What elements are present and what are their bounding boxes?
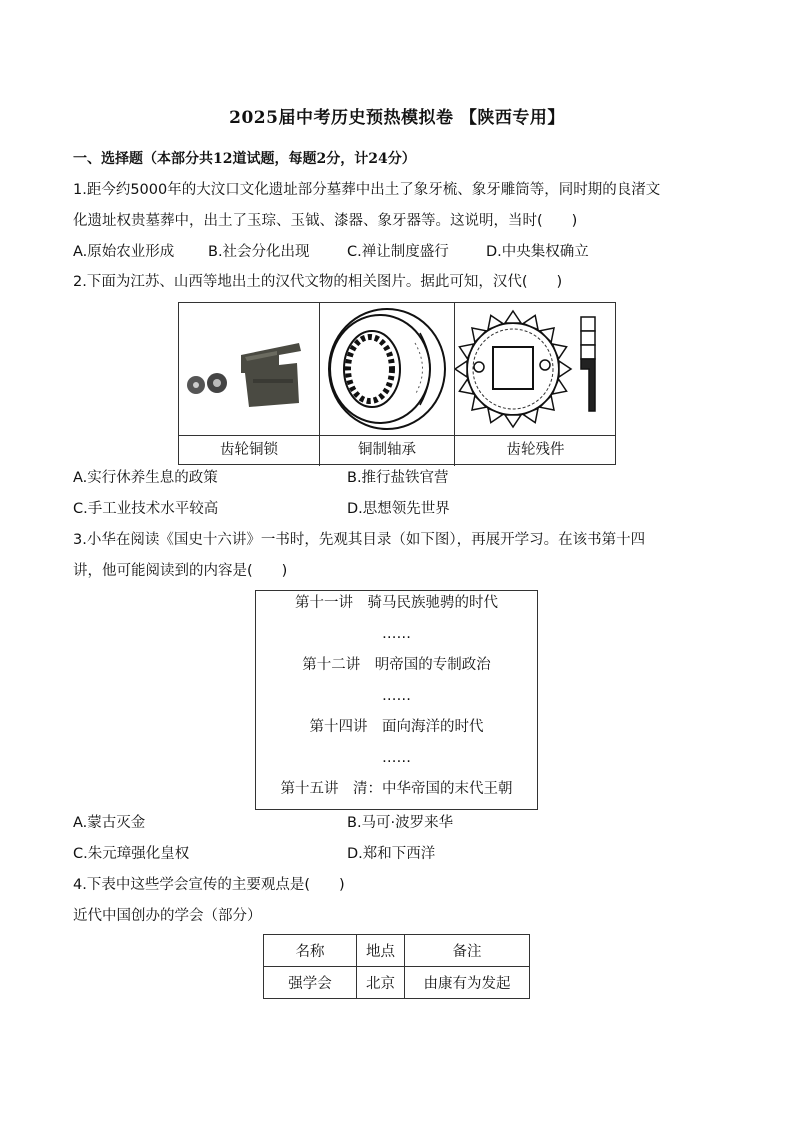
q3-option-b: B.马可·波罗来华	[347, 815, 454, 831]
q1-option-b: B.社会分化出现	[208, 244, 310, 260]
artifact-image-table	[178, 302, 616, 465]
cell-note: 由康有为发起	[405, 967, 530, 999]
book-contents-box	[255, 590, 538, 810]
caption-gear-fragment: 齿轮残件	[506, 442, 565, 458]
gear-lock-image	[179, 303, 320, 435]
toc-lecture-14: 第十四讲 面向海洋的时代	[309, 719, 484, 735]
q1-option-d: D.中央集权确立	[486, 244, 589, 260]
toc-lecture-12: 第十二讲 明帝国的专制政治	[302, 657, 491, 673]
artifact-caption-row	[179, 435, 615, 465]
q2-option-a: A.实行休养生息的政策	[73, 470, 218, 486]
toc-lecture-11: 第十一讲 骑马民族驰骋的时代	[295, 595, 498, 611]
q4-stem-line1: 4.下表中这些学会宣传的主要观点是( )	[73, 877, 345, 893]
q1-stem-line2: 化遗址权贵墓葬中，出土了玉琮、玉钺、漆器、象牙器等。这说明，当时( )	[73, 213, 578, 229]
q1-option-a: A.原始农业形成	[73, 244, 175, 260]
cell-location: 北京	[357, 967, 405, 999]
q3-option-d: D.郑和下西洋	[347, 846, 436, 862]
bronze-bearing-image	[320, 303, 455, 435]
page-title: 2025届中考历史预热模拟卷 【陕西专用】	[229, 108, 565, 128]
header-note: 备注	[405, 935, 530, 967]
q1-option-c: C.禅让制度盛行	[347, 244, 449, 260]
gear-fragment-image	[455, 303, 616, 435]
header-name: 名称	[264, 935, 357, 967]
section-heading: 一、选择题（本部分共12道试题，每题2分，计24分）	[73, 151, 416, 167]
table-row	[264, 967, 530, 999]
q3-stem-line1: 3.小华在阅读《国史十六讲》一书时，先观其目录（如下图），再展开学习。在该书第十四	[73, 532, 646, 548]
table-header-row	[264, 935, 530, 967]
q1-stem-line1: 1.距今约5000年的大汶口文化遗址部分墓葬中出土了象牙梳、象牙雕筒等，同时期的良渚文	[73, 182, 661, 198]
q2-option-d: D.思想领先世界	[347, 501, 450, 517]
toc-ellipsis-3: ……	[382, 750, 411, 766]
caption-bronze-bearing: 铜制轴承	[320, 436, 455, 466]
header-location: 地点	[357, 935, 405, 967]
q3-option-c: C.朱元璋强化皇权	[73, 846, 190, 862]
cell-name: 强学会	[264, 967, 357, 999]
toc-ellipsis-1: ……	[382, 626, 411, 642]
q3-stem-line2: 讲，他可能阅读到的内容是( )	[73, 563, 288, 579]
societies-table	[263, 934, 530, 999]
caption-gear-lock: 齿轮铜锁	[179, 436, 320, 466]
q2-stem-line1: 2.下面为江苏、山西等地出土的汉代文物的相关图片。据此可知，汉代( )	[73, 274, 563, 290]
toc-ellipsis-2: ……	[382, 688, 411, 704]
q4-table-caption: 近代中国创办的学会（部分）	[73, 908, 262, 924]
q2-option-c: C.手工业技术水平较高	[73, 501, 219, 517]
toc-lecture-15: 第十五讲 清：中华帝国的末代王朝	[280, 781, 513, 797]
q2-option-b: B.推行盐铁官营	[347, 470, 449, 486]
q3-option-a: A.蒙古灭金	[73, 815, 146, 831]
